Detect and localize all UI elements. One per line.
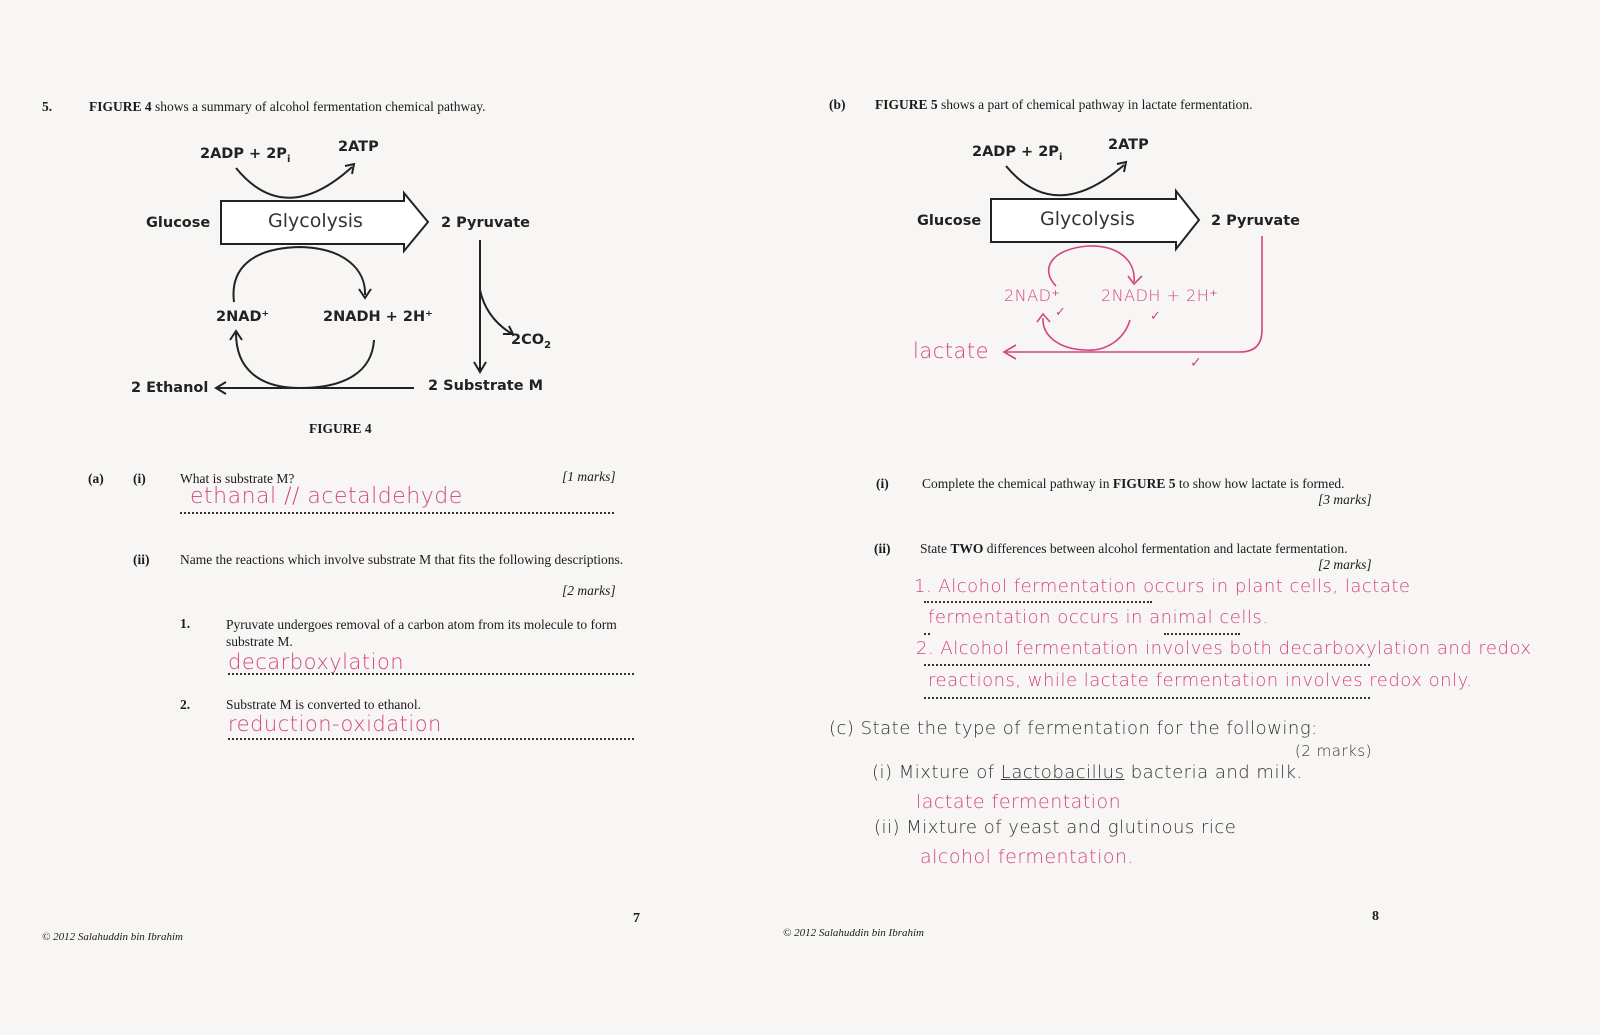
answer-line-2: fermentation occurs in animal cells. bbox=[928, 607, 1269, 628]
intro-text: shows a part of chemical pathway in lactate fermentation. bbox=[937, 97, 1253, 112]
ethanol-label: 2 Ethanol bbox=[131, 380, 209, 396]
item-1-text: Pyruvate undergoes removal of a carbon atom from its molecule to form substrate M. bbox=[226, 617, 617, 649]
answer-line bbox=[180, 512, 614, 514]
item-1-number: 1. bbox=[180, 616, 191, 631]
part-c-i-prompt: (i) Mixture of Lactobacillus bacteria and milk. bbox=[872, 762, 1303, 783]
part-c-ii-answer: alcohol fermentation. bbox=[920, 846, 1135, 868]
part-c-marks: (2 marks) bbox=[1295, 742, 1372, 760]
answer-line bbox=[924, 633, 930, 635]
answer-line bbox=[228, 673, 634, 675]
part-c-i-answer: lactate fermentation bbox=[916, 791, 1122, 813]
answer-line bbox=[924, 664, 1370, 666]
intro-text: shows a summary of alcohol fermentation chemical pathway. bbox=[151, 99, 486, 114]
part-a-ii-marks: [2 marks] bbox=[562, 583, 616, 598]
part-a-i-question: What is substrate M? bbox=[180, 471, 295, 486]
part-c-question: (c) State the type of fermentation for the following: bbox=[829, 718, 1318, 739]
nad-label: 2NAD⁺ bbox=[216, 309, 270, 325]
part-b-ii-marks: [2 marks] bbox=[1318, 557, 1372, 572]
figure-ref: FIGURE 5 bbox=[875, 97, 938, 112]
answer-line-1: 1. Alcohol fermentation occurs in plant cells, lactate bbox=[914, 576, 1411, 597]
answer-line bbox=[228, 738, 634, 740]
tick-mark: ✓ bbox=[1150, 309, 1162, 324]
answer-line bbox=[924, 601, 1152, 603]
tick-mark: ✓ bbox=[1190, 355, 1203, 371]
atp-label: 2ATP bbox=[1108, 137, 1149, 153]
glycolysis-label: Glycolysis bbox=[1040, 208, 1135, 230]
answer-line bbox=[924, 697, 1370, 699]
part-b-intro bbox=[875, 97, 1253, 113]
handwritten-lactate: lactate bbox=[913, 339, 990, 363]
answer-a-i: ethanal // acetaldehyde bbox=[190, 484, 463, 509]
adp-label: $2ADP + 2P_i$ bbox=[972, 144, 1063, 163]
part-b-i-question: Complete the chemical pathway in FIGURE 5 to show how lactate is formed. bbox=[922, 476, 1345, 491]
tick-mark: ✓ bbox=[1055, 305, 1067, 320]
part-a-i-marks: [1 marks] bbox=[562, 469, 616, 484]
answer-line-3: 2. Alcohol fermentation involves both decarboxylation and redox bbox=[916, 638, 1532, 659]
part-b-label: (b) bbox=[829, 97, 846, 112]
answer-line bbox=[1164, 633, 1240, 635]
handwritten-nadh: 2NADH + 2H⁺ bbox=[1101, 286, 1219, 305]
part-b-i-marks: [3 marks] bbox=[1318, 492, 1372, 507]
part-c-ii-prompt: (ii) Mixture of yeast and glutinous rice bbox=[874, 817, 1237, 838]
item-2-number: 2. bbox=[180, 697, 191, 712]
glucose-label: Glucose bbox=[146, 215, 211, 231]
answer-item-2: reduction-oxidation bbox=[228, 712, 442, 736]
pyruvate-label: 2 Pyruvate bbox=[1211, 213, 1300, 229]
answer-item-1: decarboxylation bbox=[228, 650, 405, 674]
glucose-label: Glucose bbox=[917, 213, 982, 229]
copyright-footer: © 2012 Salahuddin bin Ibrahim bbox=[783, 927, 924, 939]
nadh-label: 2NADH + 2H⁺ bbox=[323, 309, 433, 325]
part-b-i-label: (i) bbox=[876, 476, 889, 491]
question-number: 5. bbox=[42, 99, 53, 114]
pyruvate-label: 2 Pyruvate bbox=[441, 215, 530, 231]
figure-4-caption: FIGURE 4 bbox=[309, 421, 372, 436]
atp-label: 2ATP bbox=[338, 139, 379, 155]
page-number: 8 bbox=[1372, 909, 1379, 924]
part-b-ii-question: State TWO differences between alcohol fermentation and lactate fermentation. bbox=[920, 541, 1348, 556]
part-a-label: (a) bbox=[88, 471, 104, 486]
part-a-ii-label: (ii) bbox=[133, 552, 150, 567]
glycolysis-label: Glycolysis bbox=[268, 210, 363, 232]
page-number: 7 bbox=[633, 911, 640, 926]
item-2-text: Substrate M is converted to ethanol. bbox=[226, 697, 421, 712]
question-intro bbox=[89, 99, 486, 115]
adp-label: $2ADP + 2P_i$ bbox=[200, 146, 291, 165]
co2-label: $2CO_2$ bbox=[511, 332, 552, 351]
figure-5-arrows bbox=[0, 0, 1, 1]
part-b-ii-label: (ii) bbox=[874, 541, 891, 556]
part-a-ii-question: Name the reactions which involve substrate M that fits the following descriptions. bbox=[180, 552, 624, 567]
part-a-i-label: (i) bbox=[133, 471, 146, 486]
substrate-m-label: 2 Substrate M bbox=[428, 378, 544, 394]
handwritten-nad: 2NAD⁺ bbox=[1004, 286, 1061, 305]
copyright-footer: © 2012 Salahuddin bin Ibrahim bbox=[42, 931, 183, 943]
figure-ref: FIGURE 4 bbox=[89, 99, 152, 114]
answer-line-4: reactions, while lactate fermentation involves redox only. bbox=[928, 670, 1473, 691]
